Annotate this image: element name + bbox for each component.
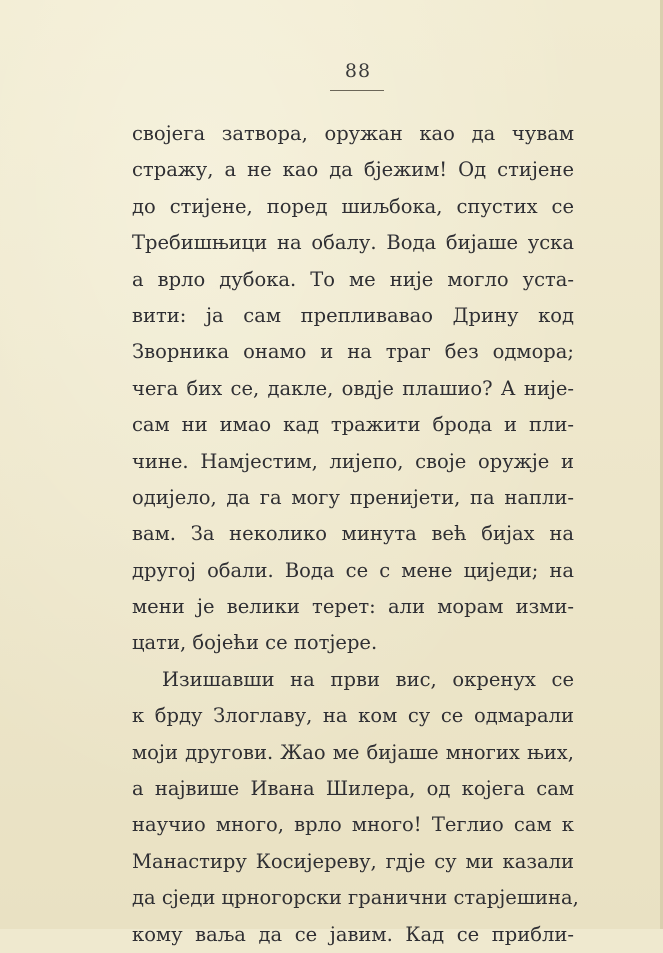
text-line: стражу, а не као да бјежим! Од стијене bbox=[132, 158, 574, 182]
text-line: вити: ја сам препливавао Дрину код bbox=[132, 303, 574, 327]
body-text bbox=[132, 116, 579, 953]
text-line: својега затвора, оружан као да чувам bbox=[132, 122, 574, 145]
text-line: цати, бојећи се потјере. bbox=[132, 631, 378, 655]
text-line: моји другови. Жао ме бијаше многих њих, bbox=[132, 740, 574, 764]
text-line: да сједи црногорски гранични старјешина, bbox=[132, 886, 579, 910]
text-line: чега бих се, дакле, овдје плашио? А није- bbox=[132, 376, 574, 400]
text-line: мени је велики терет: али морам изми- bbox=[132, 595, 574, 619]
text-line: Манастиру Косијереву, гдје су ми казали bbox=[132, 849, 574, 873]
text-line: кому ваља да се јавим. Кад се прибли- bbox=[132, 922, 574, 946]
text-line: Требишњици на обалу. Вода бијаше уска bbox=[132, 231, 574, 255]
text-line: до стијене, поред шиљбока, спустих се bbox=[132, 194, 574, 218]
text-line: чине. Намјестим, лијепо, своје оружје и bbox=[132, 449, 574, 473]
text-line: другој обали. Вода се с мене циједи; на bbox=[132, 558, 574, 582]
text-line: вам. За неколико минута већ бијах на bbox=[132, 522, 574, 546]
text-line: сам ни имао кад тражити брода и пли- bbox=[132, 413, 574, 437]
text-line: Зворника онамо и на траг без одмора; bbox=[132, 340, 574, 364]
page-number: 88 bbox=[344, 60, 372, 82]
text-line: а врло дубока. То ме није могло уста- bbox=[132, 267, 574, 291]
text-line: а највише Ивана Шилера, од којега сам bbox=[132, 777, 574, 801]
text-line: одијело, да га могу пренијети, па напли- bbox=[132, 485, 574, 509]
text-line: научио много, врло много! Теглио сам к bbox=[132, 813, 574, 837]
text-line: Изишавши на први вис, окренух се bbox=[162, 667, 574, 691]
page-number-rule bbox=[330, 90, 384, 91]
text-line: к брду Злоглаву, на ком су се одмарали bbox=[132, 704, 574, 728]
